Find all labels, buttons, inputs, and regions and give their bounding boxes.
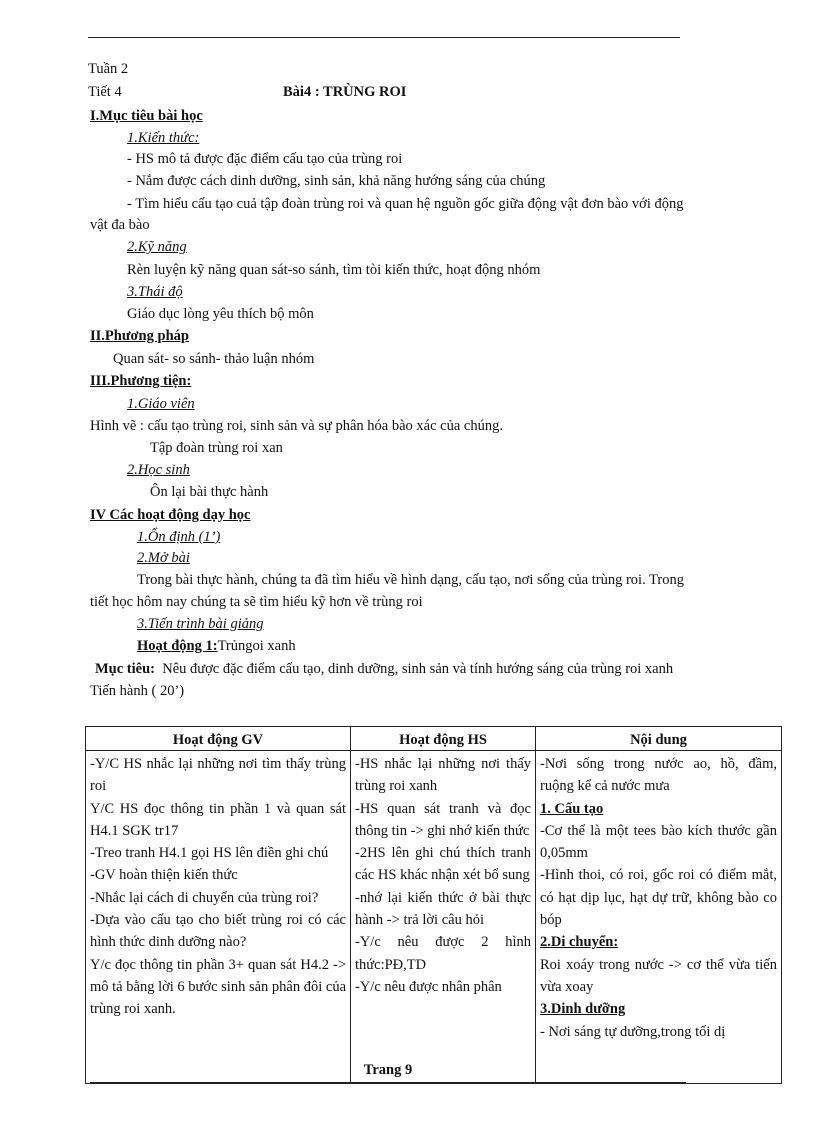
hs-column [351, 751, 536, 1084]
lesson-title: Bài4 : TRÙNG ROI [283, 84, 407, 100]
objective-line [95, 660, 673, 678]
teacher-materials: Hình vẽ : cấu tạo trùng roi, sinh sản và sự phân hóa bào xác của chúng. [90, 418, 503, 434]
gv-item: -GV hoàn thiện kiến thức [90, 867, 238, 884]
intro-label: 2.Mở bài [137, 550, 190, 566]
hs-item: -HS nhắc lại những nơi thấy trùng roi xanh [355, 756, 531, 795]
content-structure-1: -Cơ thể là một tees bào kích thước gần 0,05mm [540, 822, 777, 862]
procedure-label: Tiến hành ( 20’) [90, 683, 185, 699]
hs-item: -Y/c nêu được 2 hình thức:PĐ,TD [355, 934, 531, 973]
week-label: Tuần 2 [88, 61, 129, 77]
objective-text: Nêu được đặc điểm cấu tạo, dinh dưỡng, sinh sản và tính hướng sáng của trùng roi xanh [155, 661, 674, 677]
table-header-hs: Hoạt động HS [351, 727, 536, 751]
section-4-heading: IV Các hoạt động dạy học [90, 507, 251, 523]
content-structure-2: -Hình thoi, có roi, gốc roi có điểm mắt, có hạt dịp lục, hạt dự trữ, không bào co bóp [540, 867, 777, 929]
page-number: Trang 9 [363, 1062, 413, 1078]
table-header-gv: Hoạt động GV [86, 727, 351, 751]
section-1-heading: I.Mục tiêu bài học [90, 108, 203, 124]
header-rule [88, 37, 680, 38]
content-nutrition-heading: 3.Dinh dưỡng [540, 1001, 626, 1018]
activity-table [85, 726, 782, 1084]
knowledge-item: - Tìm hiểu cấu tạo cuả tập đoàn trùng roi và quan hệ nguồn gốc giữa động vật đơn bào với động [127, 196, 684, 212]
table-header-content: Nội dung [536, 727, 782, 751]
hs-item: -Y/c nêu được nhân phân [355, 978, 502, 995]
table-header-row [86, 727, 782, 751]
student-materials: Ôn lại bài thực hành [150, 484, 269, 500]
attitude-label: 3.Thái độ [127, 284, 183, 300]
section-2-heading: II.Phương pháp [90, 328, 189, 344]
attitude-text: Giáo dục lòng yêu thích bộ môn [127, 306, 314, 322]
student-label: 2.Học sinh [127, 462, 190, 478]
content-column [536, 751, 782, 1084]
stabilize-label: 1.Ổn định (1’) [137, 529, 221, 545]
content-nutrition: - Nơi sáng tự dưỡng,trong tối dị [540, 1023, 726, 1040]
knowledge-item: - HS mô tả được đặc điểm cấu tạo của trùng roi [127, 151, 403, 167]
knowledge-item-cont: vật đa bào [90, 217, 150, 233]
hs-item: -nhớ lại kiến thức ở bài thực hành -> trả lời câu hỏi [355, 889, 531, 929]
gv-item: Y/C HS đọc thông tin phần 1 và quan sát H4.1 SGK tr17 [90, 800, 346, 839]
activity-label: Hoạt động 1: [137, 638, 218, 654]
hs-item: -HS quan sát tranh và đọc thông tin -> ghi nhớ kiến thức [355, 800, 531, 839]
content-movement-heading: 2.Di chuyển: [540, 934, 619, 951]
table-row [86, 751, 782, 1084]
gv-item: -Dựa vào cấu tạo cho biết trùng roi có các hình thức dinh dưỡng nào? [90, 912, 346, 951]
period-label: Tiết 4 [88, 84, 122, 100]
content-movement: Roi xoáy trong nước -> cơ thể vừa tiến vừa xoay [540, 956, 777, 995]
process-label: 3.Tiến trình bài giảng [137, 616, 264, 632]
method-text: Quan sát- so sánh- thảo luận nhóm [113, 351, 315, 367]
gv-item: -Treo tranh H4.1 gọi HS lên điền ghi chú [90, 845, 329, 862]
intro-text: Trong bài thực hành, chúng ta đã tìm hiểu về hình dạng, cấu tạo, nơi sống của trùng roi. Trong [137, 572, 684, 588]
activity-heading [137, 637, 296, 655]
content-habitat: -Nơi sống trong nước ao, hồ, đầm, ruộng kể cả nước mưa [540, 756, 777, 795]
teacher-materials-2: Tập đoàn trùng roi xan [150, 440, 283, 456]
gv-item: -Nhắc lại cách di chuyển của trùng roi? [90, 889, 319, 906]
hs-item: -2HS lên ghi chú thích tranh các HS khác nhận xét bổ sung [355, 845, 531, 884]
skills-text: Rèn luyện kỹ năng quan sát-so sánh, tìm tòi kiến thức, hoạt động nhóm [127, 262, 541, 278]
section-3-heading: III.Phương tiện: [90, 373, 192, 389]
teacher-label: 1.Giáo viên [127, 396, 195, 412]
content-structure-heading: 1. Cấu tạo [540, 800, 604, 817]
gv-item: -Y/C HS nhắc lại những nơi tìm thấy trùng roi [90, 756, 346, 795]
gv-item: Y/c đọc thông tin phần 3+ quan sát H4.2 -> mô tả bằng lời 6 bước sinh sản phân đôi của trùng roi xanh. [90, 956, 346, 1018]
gv-column [86, 751, 351, 1084]
objective-label: Mục tiêu: [95, 661, 155, 677]
activity-text: Trủngoi xanh [217, 638, 296, 654]
knowledge-label: 1.Kiến thức: [127, 130, 200, 146]
skills-label: 2.Kỹ năng [127, 239, 187, 255]
footer-rule [90, 1082, 686, 1083]
knowledge-item: - Nắm được cách dinh dưỡng, sinh sản, khả năng hướng sáng của chúng [127, 173, 546, 189]
intro-text-cont: tiết học hôm nay chúng ta sẽ tìm hiểu kỹ hơn về trùng roi [90, 594, 423, 610]
